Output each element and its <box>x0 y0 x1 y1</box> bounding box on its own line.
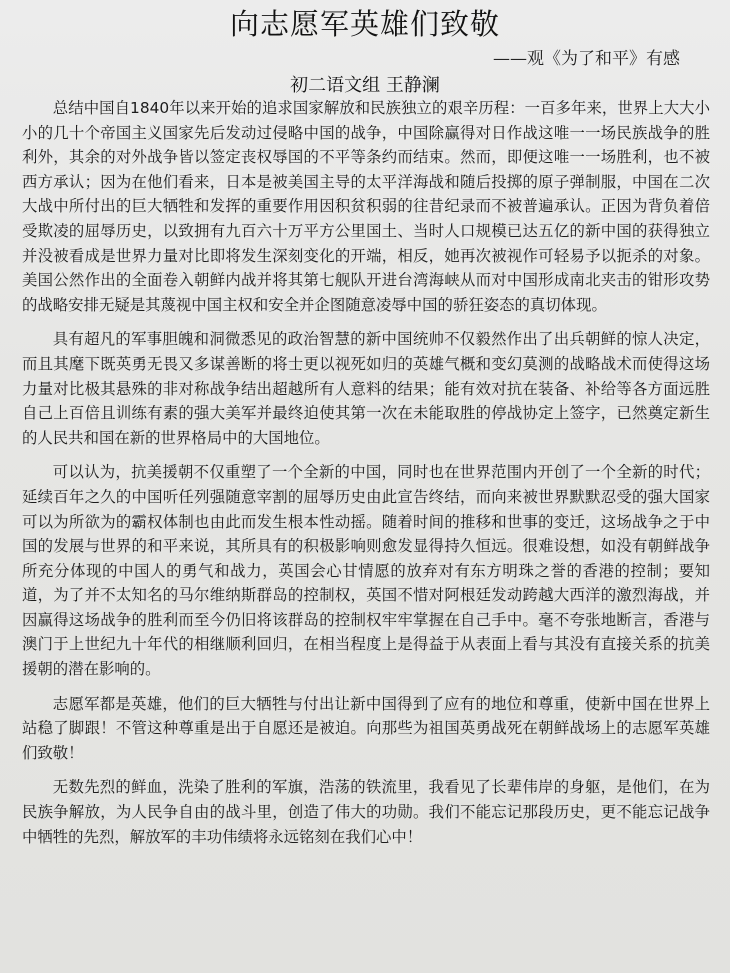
paragraph: 具有超凡的军事胆魄和洞微悉见的政治智慧的新中国统帅不仅毅然作出了出兵朝鲜的惊人决定，而且其麾下既英勇无畏又多谋善断的将士更以视死如归的英雄气概和变幻莫测的战略战术而使得这场力量对比极其悬殊的非对称战争结出超越所有人意料的结果；能有效对抗在装备、补给等各方面远胜自己上百倍且训练有素的强大美军并最终迫使其第一次在未能取胜的停战协定上签字，已然奠定新生的人民共和国在新的世界格局中的大国地位。 <box>22 330 710 447</box>
paragraph: 总结中国自1840年以来开始的追求国家解放和民族独立的艰辛历程：一百多年来，世界上大大小小的几十个帝国主义国家先后发动过侵略中国的战争，中国除赢得对日作战这唯一一场民族战争的胜利外，其余的对外战争皆以签定丧权辱国的不平等条约而结束。然而，即便这唯一一场胜利，也不被西方承认；因为在他们看来，日本是被美国主导的太平洋海战和随后投掷的原子弹制服，中国在二次大战中所付出的巨大牺牲和发挥的重要作用因积贫积弱的往昔纪录而不被普遍承认。正因为背负着倍受欺凌的屈辱历史，以致拥有九百六十万平方公里国土、当时人口规模已达五亿的新中国的获得独立并没被看成是世界力量对比即将发生深刻变化的开端，相反，她再次被视作可轻易予以扼杀的对象。美国公然作出的全面卷入朝鲜内战并将其第七舰队开进台湾海峡从而对中国形成南北夹击的钳形攻势的战略安排无疑是其蔑视中国主权和安全并企图随意凌辱中国的骄狂姿态的真切体现。 <box>22 99 710 314</box>
document-body <box>22 96 710 849</box>
paragraph: 志愿军都是英雄，他们的巨大牺牲与付出让新中国得到了应有的地位和尊重，使新中国在世界上站稳了脚跟！不管这种尊重是出于自愿还是被迫。向那些为祖国英勇战死在朝鲜战场上的志愿军英雄们致敬！ <box>22 694 710 762</box>
paragraph: 无数先烈的鲜血，洗染了胜利的军旗，浩荡的铁流里，我看见了长辈伟岸的身躯，是他们，在为民族争解放，为人民争自由的战斗里，创造了伟大的功勋。我们不能忘记那段历史，更不能忘记战争中牺牲的先烈，解放军的丰功伟绩将永远铭刻在我们心中！ <box>22 778 710 846</box>
document-title: 向志愿军英雄们致敬 <box>229 7 500 41</box>
document-author: 初二语文组 王静澜 <box>290 75 440 96</box>
document-subtitle: ——观《为了和平》有感 <box>493 49 680 69</box>
paragraph: 可以认为，抗美援朝不仅重塑了一个全新的中国，同时也在世界范围内开创了一个全新的时代；延续百年之久的中国听任列强随意宰割的屈辱历史由此宣告终结，而向来被世界默默忍受的强大国家可以为所欲为的霸权体制也由此而发生根本性动摇。随着时间的推移和世事的变迁，这场战争之于中国的发展与世界的和平来说，其所具有的积极影响则愈发显得持久恒远。很难设想，如没有朝鲜战争所充分体现的中国人的勇气和战力，英国会心甘情愿的放弃对有东方明珠之誉的香港的控制；要知道，为了并不太知名的马尔维纳斯群岛的控制权，英国不惜对阿根廷发动跨越大西洋的激烈海战，并因赢得这场战争的胜利而至今仍旧将该群岛的控制权牢牢掌握在自己手中。毫不夸张地断言，香港与澳门于上世纪九十年代的相继顺利回归，在相当程度上是得益于从表面上看与其没有直接关系的抗美援朝的潜在影响的。 <box>22 463 710 679</box>
